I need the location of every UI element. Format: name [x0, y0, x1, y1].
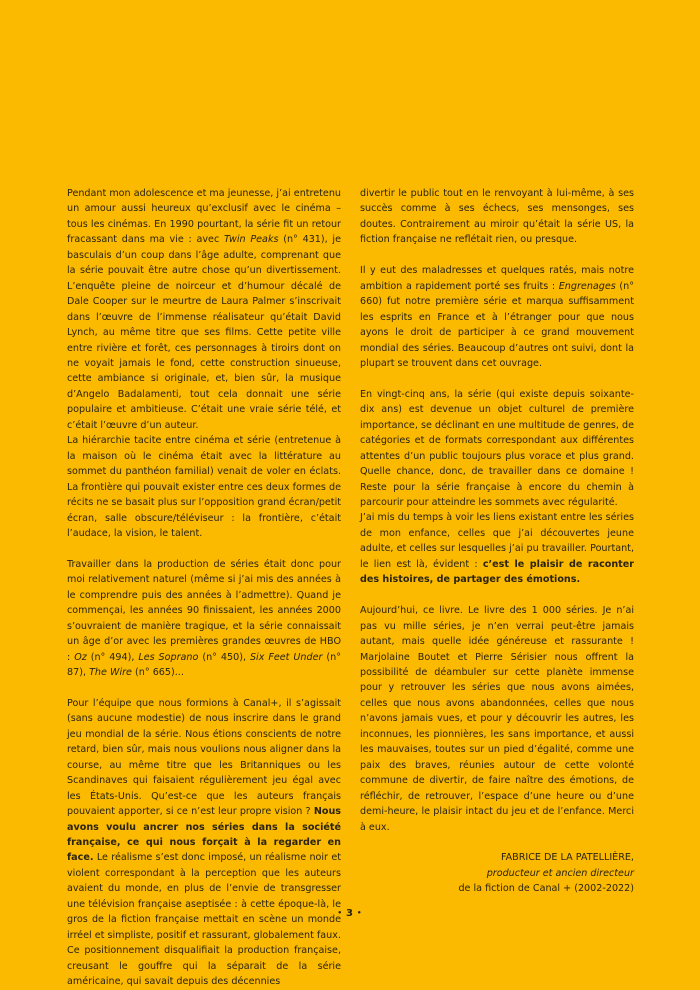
- bold-emphasis: c’est le plaisir de raconter des histoires, de partager des émotions.: [360, 558, 634, 586]
- text-run: Il y eut des maladresses et quelques ratés, mais notre ambition a rapidement porté ses fruits :: [360, 265, 634, 292]
- bullet-icon: •: [337, 909, 344, 917]
- paragraph: [360, 263, 634, 371]
- signature: [360, 850, 634, 896]
- signature-role: producteur et ancien directeur: [486, 867, 634, 879]
- paragraph: [360, 603, 634, 835]
- text-run: (n° 431), je basculais d’un coup dans l’âge adulte, comprenant que la série pouvait être autre chose qu’un divertissement. L’enquête pleine de noirceur et d’humour décalé de Dale Cooper sur le meurtre de Laura Palmer s’inscrivait dans l’œuvre de l’immense réalisateur qu’était David Lynch, au même titre que ses films. Cette petite ville entre rivière et forêt, ces personnages à tiroirs dont on ne voyait jamais le fond, cette construction sinueuse, cette ambiance si originale, et, bien sûr, la musique d’Angelo Badalamenti, tout cela donnait une série populaire et ambitieuse. C’était une vraie série télé, et c’était l’œuvre d’un auteur.: [67, 234, 341, 431]
- text-run: divertir le public tout en le renvoyant à lui-même, à ses succès comme à ses échecs, ses mensonges, ses doutes. Contrairement au miroir qu’était la série US, la fiction française ne reflétait rien, ou presque.: [360, 188, 634, 246]
- italic-title: Twin Peaks: [223, 234, 279, 246]
- text-run: Aujourd’hui, ce livre. Le livre des 1 000 séries. Je n’ai pas vu mille séries, je n’en verrai peut-être jamais autant, mais quelle idée généreuse et rassurante ! Marjolaine Boutet et Pierre Sérisier nous offrent la possibilité de déambuler sur cette planète immense pour y retrouver les séries que nous avons aimées, celles que nous avons abandonnées, celles que nous n’avons jamais vues, et pour y découvrir les autres, les inconnues, les pionnières, les sans importance, et aussi les mauvaises, toutes sur un pied d’égalité, comme une paix des braves, réunies autour de cette volonté commune de divertir, de faire naître des émotions, de réfléchir, de retrouver, l’espace d’une heure ou d’une demi-heure, le plaisir intact du jeu et de l’enfance. Merci à eux.: [360, 605, 634, 833]
- text-run: (n° 665)...: [131, 667, 184, 679]
- italic-title: Oz: [74, 651, 87, 663]
- text-run: (n° 450),: [198, 651, 250, 663]
- text-run: Pendant mon adolescence et ma jeunesse, j’ai entretenu un amour aussi heureux qu’exclusif avec le cinéma – tous les cinémas. En 1990 pourtant, la série fit un retour fracassant dans ma vie : avec: [67, 188, 341, 246]
- paragraph: [67, 186, 341, 433]
- page-number-value: 3: [346, 908, 354, 919]
- page-number: [0, 908, 700, 919]
- italic-title: Engrenages: [558, 280, 616, 292]
- text-run: (n° 494),: [86, 651, 139, 663]
- paragraph: [67, 696, 344, 990]
- paragraph: [67, 557, 341, 681]
- text-run: En vingt-cinq ans, la série (qui existe depuis soixante-dix ans) est devenue un objet culturel de première importance, se déclinant en une multitude de genres, de catégories et de formats correspondant aux différentes attentes d’un public toujours plus vorace et plus grand. Quelle chance, donc, de travailler dans ce domaine ! Reste pour la série française à encore du chemin à parcourir pour atteindre les sommets avec régularité.: [360, 388, 634, 509]
- italic-title: Les Soprano: [138, 651, 199, 663]
- paragraph: [360, 387, 634, 511]
- right-column: [360, 186, 634, 897]
- text-run: J’ai mis du temps à voir les liens existant entre les séries de mon enfance, celles que j’ai découvertes jeune adulte, et celles sur lesquelles j’ai pu travailler. Pourtant, le lien est là, évident :: [360, 512, 634, 570]
- paragraph: [360, 186, 634, 248]
- left-column: [67, 186, 344, 990]
- text-run: Pour l’équipe que nous formions à Canal+, il s’agissait (sans aucune modestie) de nous inscrire dans le grand jeu mondial de la série. Nous étions conscients de notre retard, bien sûr, mais nous voulions nous aligner dans la course, au même titre que les Britanniques ou les Scandinaves qui faisaient régulièrement jeu égal avec les États-Unis. Qu’est-ce que les auteurs français pouvaient apporter, si ce n’est leur propre vision ?: [67, 697, 341, 818]
- text-run: Travailler dans la production de séries était donc pour moi relativement naturel (même si j’ai mis des années à le comprendre puis des années à l’admettre). Quand je commençai, les années 90 finissaient, les années 2000 s’ouvraient de manière tragique, et la série connaissait un âge d’or avec les premières grandes œuvres de HBO :: [67, 558, 341, 663]
- italic-title: The Wire: [89, 667, 132, 679]
- signature-detail: de la fiction de Canal + (2002-2022): [458, 883, 634, 895]
- bold-emphasis: Nous avons voulu ancrer nos séries dans la société française, ce qui nous forçait à la regarder en face.: [67, 806, 341, 864]
- text-run: Le réalisme s’est donc imposé, un réalisme noir et violent correspondant à la perception que les auteurs avaient du monde, en plus de l’envie de transgresser une télévision française aseptisée : à cette époque-là, le gros de la fiction française mettait en scène un monde irréel et simpliste, positif et rassurant, globalement faux. Ce positionnement disqualifiait la production française, creusant le gouffre qui la séparait de la série américaine, qui savait depuis des décennies: [67, 852, 341, 988]
- signature-name: FABRICE DE LA PATELLIÈRE,: [500, 852, 634, 864]
- italic-title: Six Feet Under: [249, 651, 323, 663]
- text-run: La hiérarchie tacite entre cinéma et série (entretenue à la maison où le cinéma était avec la littérature au sommet du panthéon familial) venait de voler en éclats. La frontière qui pouvait exister entre ces deux formes de récits ne se basait plus sur l’opposition grand écran/petit écran, salle obscure/téléviseur : la frontière, c’était l’audace, la vision, le talent.: [67, 435, 341, 539]
- text-run: (n° 87),: [67, 651, 342, 679]
- paragraph: [360, 510, 634, 587]
- bullet-icon: •: [356, 909, 363, 917]
- paragraph: [67, 433, 341, 541]
- text-run: (n° 660) fut notre première série et marqua suffisamment les esprits en France et à l’étranger pour que nous ayons le droit de participer à ce grand mouvement mondial des séries. Beaucoup d’autres ont suivi, dont la plupart se trouvent dans cet ouvrage.: [360, 280, 634, 369]
